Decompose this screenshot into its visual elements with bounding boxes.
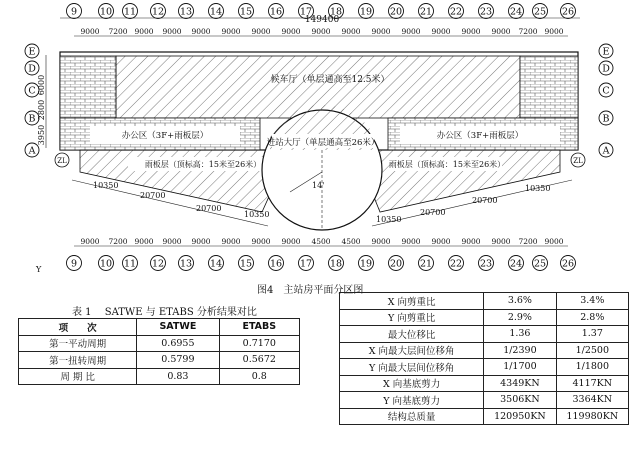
table-row <box>19 368 300 385</box>
dim-top-value: 7200 <box>108 27 128 36</box>
axis-bottom-label: 11 <box>123 258 137 270</box>
table-cell: X 向基底剪力 <box>340 375 484 392</box>
table-cell: 0.5672 <box>219 352 299 369</box>
diag-dim-6: 20700 <box>420 208 446 217</box>
table-row <box>19 335 300 352</box>
table-row <box>340 408 629 425</box>
axis-left-label: A <box>28 145 36 157</box>
axis-right-label: A <box>602 145 610 157</box>
table-cell: 0.83 <box>137 368 219 385</box>
table-row <box>340 309 629 326</box>
axis-left-label: B <box>28 113 36 125</box>
table-cell: Y 向最大层间位移角 <box>340 359 484 376</box>
table-row <box>340 342 629 359</box>
diag-dim-1: 10350 <box>93 181 119 190</box>
table-cell: 0.5799 <box>137 352 219 369</box>
comparison-table <box>18 318 300 385</box>
dimension-row-top <box>74 27 568 36</box>
dim-top-value: 9000 <box>341 27 361 36</box>
results-table <box>339 292 629 425</box>
dim-bottom-value: 7200 <box>108 237 128 246</box>
table-cell: 4117KN <box>556 375 628 392</box>
table-cell: 最大位移比 <box>340 326 484 343</box>
axis-top-label: 26 <box>561 6 575 18</box>
axis-bottom-label: 17 <box>299 258 313 270</box>
axis-right-label: C <box>602 85 610 97</box>
dim-bottom-value: 9000 <box>544 237 564 246</box>
axis-top-label: 12 <box>151 6 165 18</box>
axis-bottom-label: 26 <box>561 258 575 270</box>
axis-bottom-label: 9 <box>70 258 78 270</box>
table-cell: 1.37 <box>556 326 628 343</box>
dim-bottom-value: 9000 <box>251 237 271 246</box>
axis-bottom-label: 14 <box>209 258 223 270</box>
diag-dim-3: 20700 <box>196 204 222 213</box>
axis-bottom-label: 12 <box>151 258 165 270</box>
dim-bottom-value: 9000 <box>281 237 301 246</box>
table-row <box>340 375 629 392</box>
axis-top-label: 10 <box>99 6 113 18</box>
brick-zone-left <box>60 56 116 118</box>
corner-mark: Y <box>36 265 42 274</box>
table-header-row <box>19 319 300 336</box>
table-cell: 0.7170 <box>219 335 299 352</box>
table-cell: X 向剪重比 <box>340 293 484 310</box>
axis-left-label: E <box>28 46 36 58</box>
axis-top-label: 14 <box>209 6 223 18</box>
table-cell: 3.6% <box>484 293 556 310</box>
axis-bottom-label: 10 <box>99 258 113 270</box>
dim-top-value: 9000 <box>371 27 391 36</box>
canopy-left-label: 雨板层（顶标高：15米至26米） <box>144 160 262 169</box>
axis-bottom-label: 24 <box>509 258 523 270</box>
canopy-right-label: 雨板层（顶标高：15米至26米） <box>388 160 506 169</box>
table-cell: 4349KN <box>484 375 556 392</box>
dim-bottom-value: 9000 <box>80 237 100 246</box>
table-cell: 结构总质量 <box>340 408 484 425</box>
axis-bottom-label: 15 <box>239 258 253 270</box>
axis-top-label: 24 <box>509 6 523 18</box>
left-dim-3: 3950 <box>37 124 46 146</box>
axis-bottom-label: 21 <box>419 258 433 270</box>
table-cell: 周 期 比 <box>19 368 137 385</box>
axis-right-label: E <box>602 46 610 58</box>
axis-top-label: 16 <box>269 6 283 18</box>
dim-bottom-value: 9000 <box>461 237 481 246</box>
axis-bubbles-right <box>599 44 613 157</box>
dim-bottom-value: 9000 <box>221 237 241 246</box>
table-cell: Y 向基底剪力 <box>340 392 484 409</box>
table-cell: 1.36 <box>484 326 556 343</box>
diag-dim-4: 10350 <box>244 210 270 219</box>
axis-top-label: 18 <box>329 6 343 18</box>
axis-top-label: 15 <box>239 6 253 18</box>
axis-bottom-label: 19 <box>359 258 373 270</box>
table-cell: 120950KN <box>484 408 556 425</box>
dim-top-value: 9000 <box>401 27 421 36</box>
dim-bottom-value: 9000 <box>431 237 451 246</box>
dim-top-value: 9000 <box>191 27 211 36</box>
dim-top-value: 9000 <box>461 27 481 36</box>
axis-top-label: 20 <box>389 6 403 18</box>
table-cell: 3364KN <box>556 392 628 409</box>
left-dim-1: 6000 <box>37 74 46 96</box>
axis-bottom-label: 22 <box>449 258 463 270</box>
brick-zone-right <box>520 56 578 118</box>
dim-top-value: 9000 <box>134 27 154 36</box>
header-item: 项 次 <box>19 319 137 336</box>
center-mark: 14' <box>312 181 325 190</box>
table-cell: 2.8% <box>556 309 628 326</box>
axis-bottom-label: 20 <box>389 258 403 270</box>
dim-top-value: 9000 <box>251 27 271 36</box>
figure-caption: 图4 主站房平面分区图 <box>257 285 364 296</box>
table1-caption: 表 1 SATWE 与 ETABS 分析结果对比 <box>72 307 257 318</box>
waiting-hall-label: 候车厅（单层通高至12.5米） <box>270 75 390 85</box>
dim-bottom-value: 4500 <box>341 237 361 246</box>
dim-bottom-value: 9000 <box>134 237 154 246</box>
total-dimension: 149400 <box>304 15 340 25</box>
axis-bottom-label: 13 <box>179 258 193 270</box>
dimension-row-bottom <box>74 237 568 246</box>
axis-bottom-label: 18 <box>329 258 343 270</box>
diag-dim-8: 10350 <box>525 184 551 193</box>
header-etabs: ETABS <box>219 319 299 336</box>
axis-top-label: 13 <box>179 6 193 18</box>
table-cell: 1/2500 <box>556 342 628 359</box>
table-cell: 2.9% <box>484 309 556 326</box>
office-left-label: 办公区（3F+雨板层） <box>121 131 209 141</box>
dim-top-value: 9000 <box>281 27 301 36</box>
table-cell: 第一扭转周期 <box>19 352 137 369</box>
axis-right-label: B <box>602 113 610 125</box>
dim-top-value: 9000 <box>80 27 100 36</box>
table-row <box>340 392 629 409</box>
axis-top-label: 11 <box>123 6 137 18</box>
diag-dim-5: 10350 <box>376 215 402 224</box>
axis-top-label: 23 <box>479 6 493 18</box>
diag-dim-2: 20700 <box>140 191 166 200</box>
dim-top-value: 9000 <box>311 27 331 36</box>
dim-top-value: 9000 <box>544 27 564 36</box>
zl-marker-left-label: ZL <box>57 157 67 165</box>
axis-bottom-label: 25 <box>533 258 547 270</box>
dim-bottom-value: 9000 <box>401 237 421 246</box>
header-satwe: SATWE <box>137 319 219 336</box>
dim-top-value: 9000 <box>162 27 182 36</box>
axis-left-label: C <box>28 85 36 97</box>
table-cell: X 向最大层间位移角 <box>340 342 484 359</box>
axis-top-label: 25 <box>533 6 547 18</box>
table-row <box>19 352 300 369</box>
table-cell: 3506KN <box>484 392 556 409</box>
table-cell: 1/2390 <box>484 342 556 359</box>
diag-dim-7: 20700 <box>472 196 498 205</box>
table-cell: 第一平动周期 <box>19 335 137 352</box>
dim-bottom-value: 4500 <box>311 237 331 246</box>
axis-left-label: D <box>28 63 36 75</box>
axis-top-label: 9 <box>70 6 78 18</box>
table-cell: Y 向剪重比 <box>340 309 484 326</box>
entry-hall-label: 进站大厅（单层通高至26米） <box>266 138 380 148</box>
dim-top-value: 9000 <box>491 27 511 36</box>
dim-top-value: 9000 <box>431 27 451 36</box>
dim-bottom-value: 9000 <box>191 237 211 246</box>
dim-bottom-value: 7200 <box>518 237 538 246</box>
dim-bottom-value: 9000 <box>371 237 391 246</box>
axis-top-label: 17 <box>299 6 313 18</box>
axis-bottom-label: 23 <box>479 258 493 270</box>
dim-top-value: 7200 <box>518 27 538 36</box>
dim-bottom-value: 9000 <box>491 237 511 246</box>
axis-top-label: 21 <box>419 6 433 18</box>
left-dim-2: 2800 <box>37 99 46 121</box>
axis-bottom-label: 16 <box>269 258 283 270</box>
dim-bottom-value: 9000 <box>162 237 182 246</box>
table-row <box>340 359 629 376</box>
office-right-label: 办公区（3F+雨板层） <box>436 131 524 141</box>
table-cell: 0.6955 <box>137 335 219 352</box>
zl-marker-right-label: ZL <box>573 157 583 165</box>
axis-bubbles-bottom <box>67 256 576 271</box>
table-row <box>340 326 629 343</box>
axis-right-label: D <box>602 63 610 75</box>
table-cell: 1/1700 <box>484 359 556 376</box>
table-cell: 119980KN <box>556 408 628 425</box>
axis-top-label: 22 <box>449 6 463 18</box>
table-row <box>340 293 629 310</box>
table-cell: 1/1800 <box>556 359 628 376</box>
table-cell: 0.8 <box>219 368 299 385</box>
table-cell: 3.4% <box>556 293 628 310</box>
axis-top-label: 19 <box>359 6 373 18</box>
dim-top-value: 9000 <box>221 27 241 36</box>
